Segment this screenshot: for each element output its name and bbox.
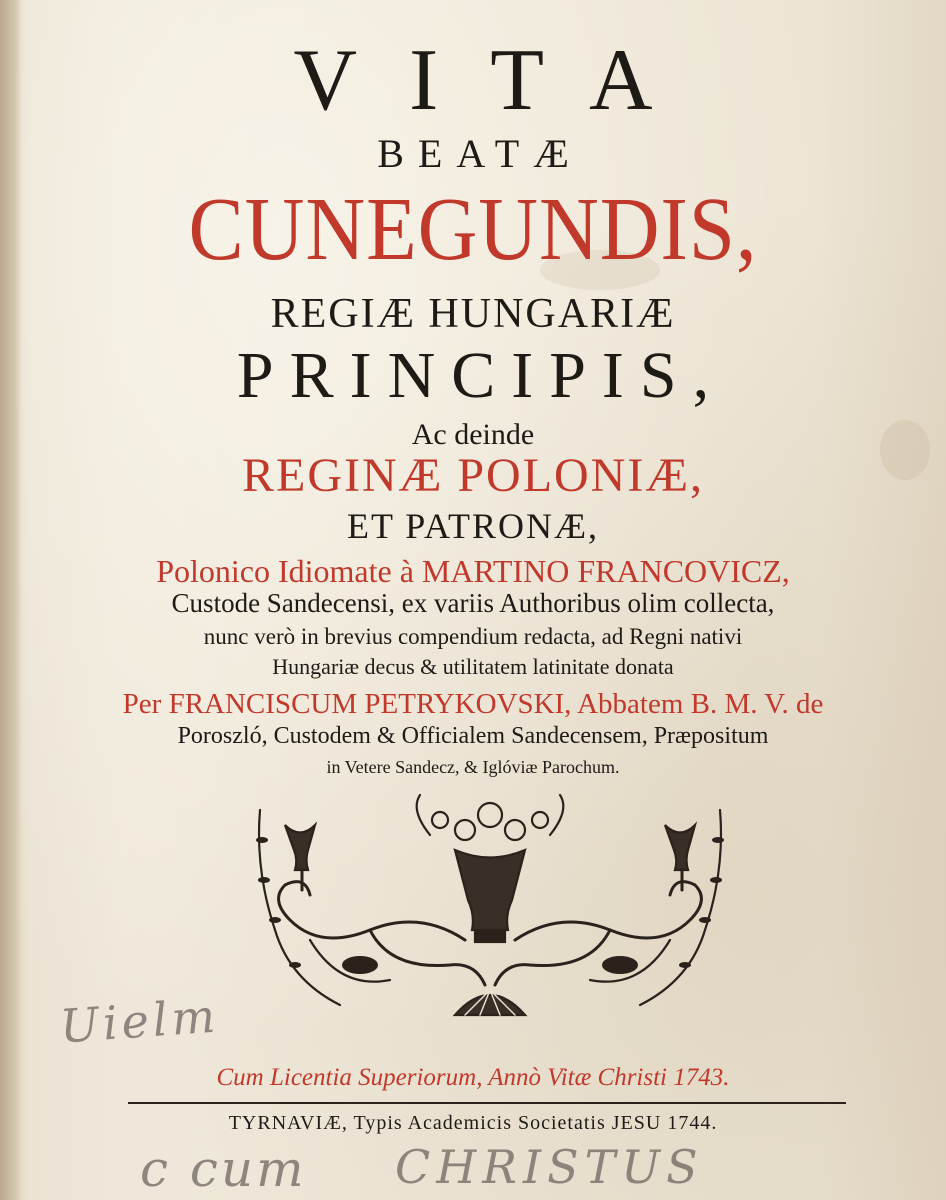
handwritten-note: Uielm (58, 988, 221, 1054)
title-cunegundis: CUNEGUNDIS, (188, 180, 758, 279)
title-beatae: BEATÆ (377, 131, 583, 176)
title-et-patronae: ET PATRONÆ, (346, 506, 600, 546)
subtitle-custode: Custode Sandecensi, ex variis Authoribus olim collecta, (171, 588, 775, 618)
author-vetere: in Vetere Sandecz, & Iglóviæ Parochum. (326, 757, 620, 777)
imprint-line: TYRNAVIÆ, Typis Academicis Societatis JESU 1744. (228, 1112, 718, 1134)
author-poroszlo: Poroszló, Custodem & Officialem Sandecensem, Præpositum (177, 723, 769, 749)
subtitle-nunc: nunc verò in brevius compendium redacta, ad Regni nativi (203, 624, 743, 649)
subtitle-polonico: Polonico Idiomate à MARTINO FRANCOVICZ, (156, 553, 790, 589)
handwritten-note: c cum (140, 1140, 307, 1198)
baroque-vase-cartouche-icon (250, 790, 730, 1040)
title-vita: VITA (293, 32, 705, 129)
license-line: Cum Licentia Superiorum, Annò Vitæ Christi 1743. (216, 1064, 730, 1091)
author-per: Per FRANCISCUM PETRYKOVSKI, Abbatem B. M. V. de (122, 688, 824, 720)
imprint-rule (128, 1102, 846, 1104)
title-reginae-poloniae: REGINÆ POLONIÆ, (242, 449, 704, 502)
subtitle-hungariae: Hungariæ decus & utilitatem latinitate donata (272, 654, 674, 679)
title-principis: PRINCIPIS, (236, 339, 726, 412)
title-ac-deinde: Ac deinde (411, 418, 535, 451)
handwritten-note: CHRISTUS (395, 1140, 704, 1194)
title-regiae-hungariae: REGIÆ HUNGARIÆ (270, 291, 676, 337)
